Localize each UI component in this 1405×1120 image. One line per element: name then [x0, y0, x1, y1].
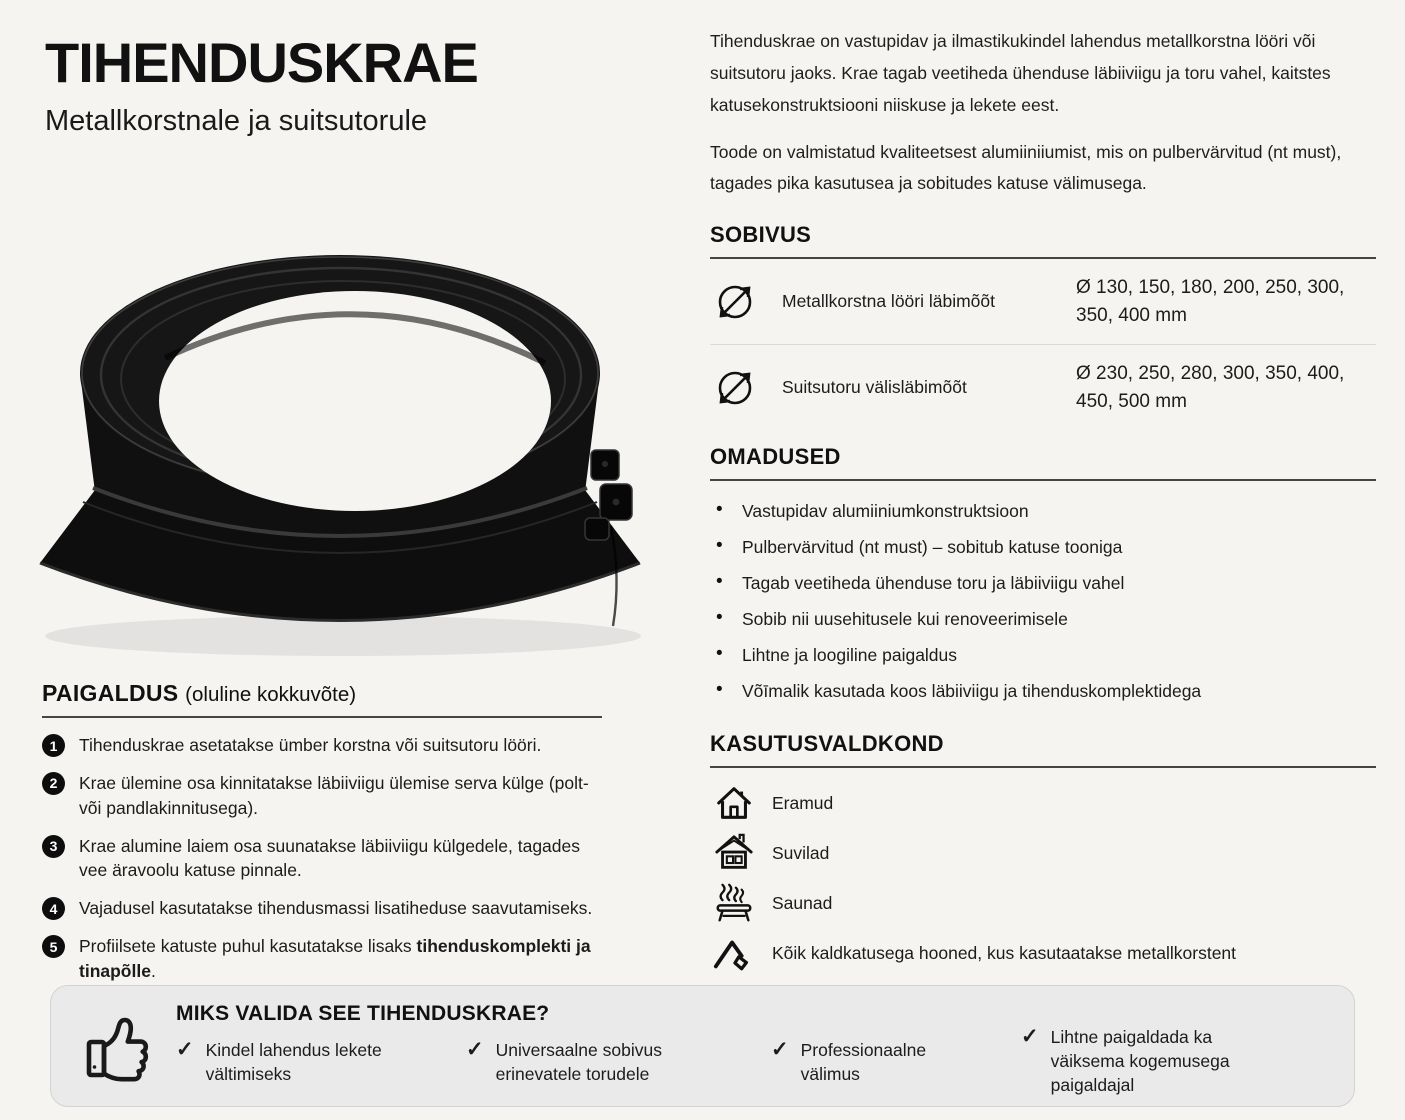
sealing-collar-illustration — [25, 158, 655, 668]
diameter-icon — [710, 279, 760, 325]
why-item-text: Lihtne paigaldada ka väiksema kogemusega paigaldajal — [1050, 1027, 1230, 1096]
paigaldus-steps — [42, 733, 602, 984]
list-item: • Sobib nii uusehitusele kui renoveerimisele — [710, 601, 1376, 637]
step-4 — [42, 896, 602, 921]
intro-paragraph-1: Tihenduskrae on vastupidav ja ilmastikukindel lahendus metallkorstna lööri või suitsutoru jaoks. Krae tagab veetiheda ühenduse läbiiviigu ja toru vahel, kaitstes katusekonstruktsiooni niiskuse ja lekete eest. — [710, 31, 1331, 115]
sauna-icon — [710, 882, 758, 924]
sobivus-heading: SOBIVUS — [710, 222, 1376, 259]
product-photo-sealing-collar — [25, 158, 655, 668]
use-label: Eramud — [772, 792, 834, 813]
section-kasutusvaldkond — [710, 731, 1376, 978]
mountain-icon — [710, 932, 758, 974]
why-item-1 — [176, 1038, 466, 1086]
why-choose-box — [50, 985, 1355, 1107]
check-icon: ✓ — [466, 1038, 484, 1061]
step-2 — [42, 771, 602, 821]
use-row-saunas — [710, 878, 1376, 928]
page-title: TIHENDUSKRAE — [45, 31, 478, 94]
use-case-rows — [710, 778, 1376, 978]
house-icon — [710, 782, 758, 824]
step-number-badge: 3 — [42, 835, 65, 858]
list-item: • Pulbervärvitud (nt must) – sobitub katuse tooniga — [710, 529, 1376, 565]
why-box-heading: MIKS VALIDA SEE TIHENDUSKRAE? — [176, 1002, 550, 1025]
use-row-private-homes — [710, 778, 1376, 828]
clamp-buckle — [585, 450, 632, 540]
list-item: • Võīmalik kasutada koos läbiiviigu ja tihenduskomplektidega — [710, 673, 1376, 709]
right-column — [710, 26, 1376, 978]
section-paigaldus — [42, 680, 602, 997]
spec-row-chimney-diameter — [710, 259, 1376, 345]
check-icon: ✓ — [1021, 1025, 1039, 1048]
use-label: Saunad — [772, 892, 833, 913]
why-item-2 — [466, 1038, 771, 1086]
spec-value: Ø 230, 250, 280, 300, 350, 400, 450, 500 mm — [1076, 363, 1345, 412]
use-label: Kõik kaldkatusega hooned, kus kasutaatakse metallkorstent — [772, 942, 1237, 963]
section-omadused — [710, 444, 1376, 709]
step-text: Tihenduskrae asetatakse ümber korstna või suitsutoru lööri. — [79, 735, 542, 755]
use-row-pitched-roof-buildings — [710, 928, 1376, 978]
list-item: • Tagab veetiheda ühenduse toru ja läbiiviigu vahel — [710, 565, 1376, 601]
document-header — [45, 30, 665, 138]
why-item-4 — [1021, 1025, 1301, 1097]
omadused-heading: OMADUSED — [710, 444, 1376, 481]
why-box-content — [176, 1002, 1334, 1097]
list-item: • Lihtne ja loogiline paigaldus — [710, 637, 1376, 673]
step-text: Krae alumine laiem osa suunatakse läbiiviigu külgedele, tagades vee äravoolu katuse pinnale. — [79, 835, 581, 881]
step-text: Krae ülemine osa kinnitatakse läbiiviigu ülemise serva külge (polt- või pandlakinnitusega). — [79, 772, 589, 818]
step-1 — [42, 733, 602, 758]
why-box-items — [176, 1025, 1334, 1097]
step-5 — [42, 934, 602, 984]
why-item-text: Kindel lahendus lekete vältimiseks — [205, 1040, 382, 1085]
omadused-list — [710, 493, 1376, 709]
cottage-icon — [710, 832, 758, 874]
paigaldus-heading-note: (oluline kokkuvõte) — [185, 683, 357, 706]
check-icon: ✓ — [176, 1038, 194, 1061]
spec-value: Ø 130, 150, 180, 200, 250, 300, 350, 400 mm — [1076, 277, 1345, 326]
step-text: Vajadusel kasutatakse tihendusmassi lisatiheduse saavutamiseks. — [79, 898, 593, 919]
why-item-3 — [771, 1038, 1021, 1086]
thumbs-up-icon — [83, 1006, 155, 1088]
step-number-badge: 5 — [42, 935, 65, 958]
why-item-text: Universaalne sobivus erinevatele torudele — [495, 1040, 662, 1085]
use-label: Suvilad — [772, 842, 830, 863]
list-item: • Vastupidav alumiiniumkonstruktsioon — [710, 493, 1376, 529]
step-number-badge: 1 — [42, 734, 65, 757]
spec-label: Metallkorstna lööri läbimõõt — [782, 291, 996, 312]
diameter-icon — [710, 365, 760, 411]
paigaldus-heading-main: PAIGALDUS — [42, 680, 179, 706]
page-subtitle: Metallkorstnale ja suitsutorule — [45, 105, 428, 137]
check-icon: ✓ — [771, 1038, 789, 1061]
step-number-badge: 2 — [42, 772, 65, 795]
use-row-summer-houses — [710, 828, 1376, 878]
spec-row-flue-diameter — [710, 345, 1376, 430]
section-sobivus — [710, 222, 1376, 430]
why-item-text: Professionaalne välimus — [800, 1040, 927, 1085]
step-3 — [42, 834, 602, 884]
spec-label: Suitsutoru välisläbimõõt — [782, 377, 967, 398]
kasutusvaldkond-heading: KASUTUSVALDKOND — [710, 731, 1376, 768]
step-text: Profiilsete katuste puhul kasutatakse lisaks tihenduskomplekti ja tinapõlle. — [79, 936, 591, 981]
paigaldus-heading — [42, 680, 602, 718]
intro-paragraph-2: Toode on valmistatud kvaliteetsest alumiiniiumist, mis on pulbervärvitud (nt must), tagades pika kasutusea ja sobitudes katuse välimusega. — [710, 141, 1342, 194]
step-number-badge: 4 — [42, 897, 65, 920]
